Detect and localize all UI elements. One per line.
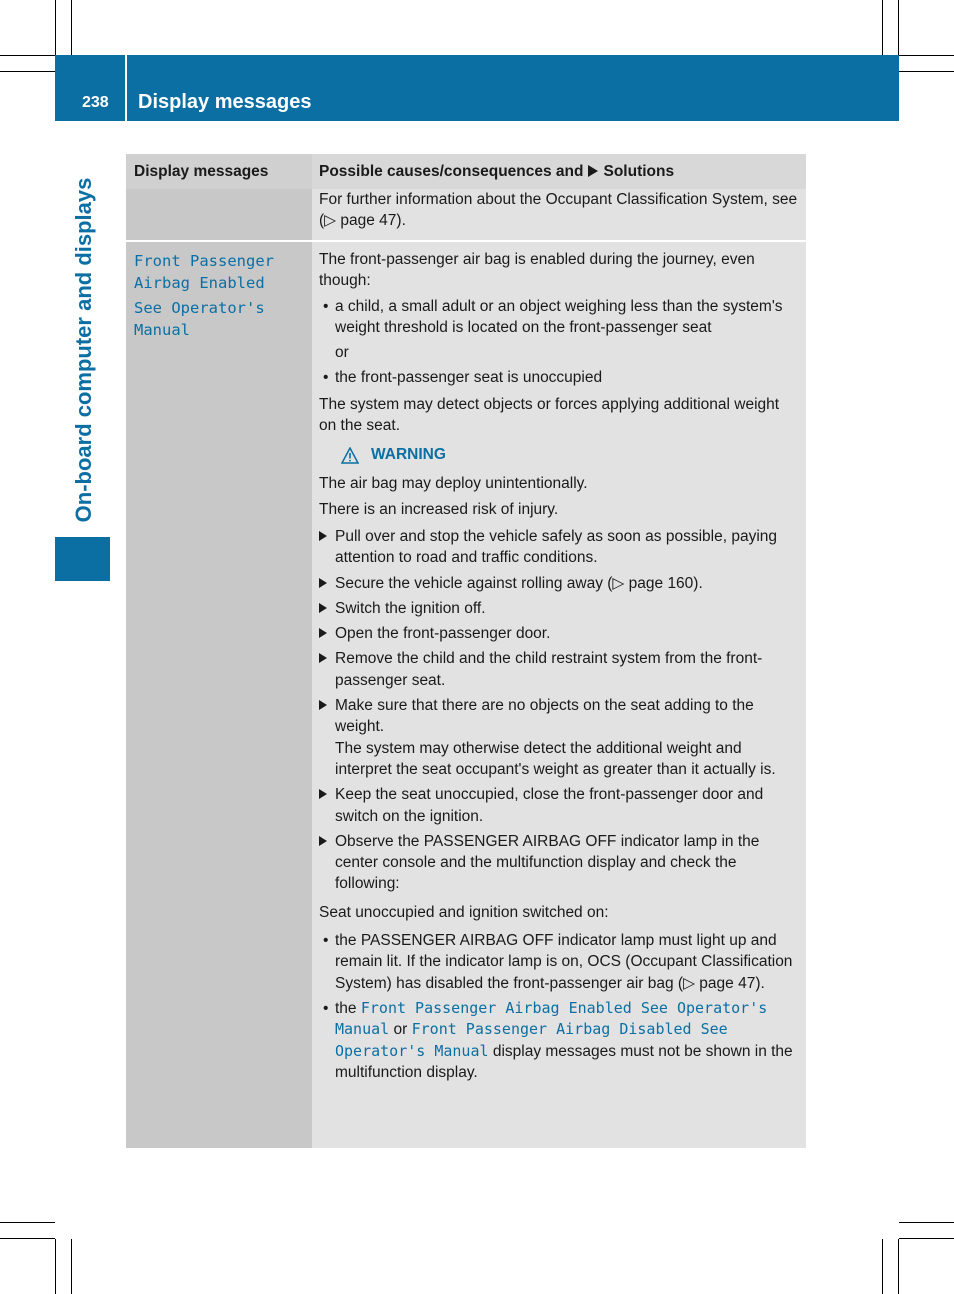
warning-heading bbox=[341, 446, 799, 464]
crop-mark bbox=[899, 71, 954, 72]
crop-mark bbox=[882, 1239, 883, 1294]
crop-mark bbox=[899, 55, 954, 56]
ocs-reference-text: For further information about the Occupant Classification System, see (▷ page 47). bbox=[319, 191, 798, 230]
crop-mark bbox=[898, 1239, 899, 1294]
display-message-line: Manual bbox=[134, 321, 190, 339]
table-row bbox=[126, 242, 806, 1148]
step-note: The system may otherwise detect the additional weight and interpret the seat occupant's weight as greater than it actually is. bbox=[335, 739, 776, 778]
display-message-line: Airbag Enabled bbox=[134, 274, 265, 292]
warning-triangle-icon bbox=[341, 447, 359, 464]
step-text: Remove the child and the child restraint system from the front-passenger seat. bbox=[335, 650, 763, 689]
step-text: Make sure that there are no objects on the seat adding to the weight. bbox=[335, 697, 754, 736]
display-messages-table bbox=[126, 154, 806, 1148]
list-item-text: or bbox=[393, 1021, 408, 1039]
column-header-solutions: Solutions bbox=[603, 163, 675, 180]
step-arrow-icon bbox=[319, 578, 327, 588]
table-cell-description bbox=[312, 189, 806, 240]
list-item: • a child, a small adult or an object weighing less than the system's weight threshold is located on the front-passenger seat bbox=[323, 297, 783, 336]
step-item bbox=[319, 526, 799, 569]
step-arrow-icon bbox=[319, 603, 327, 613]
warning-text: The air bag may deploy unintentionally. bbox=[319, 475, 588, 493]
table-cell-message bbox=[126, 189, 312, 240]
list-item: • the PASSENGER AIRBAG OFF indicator lamp must light up and remain lit. If the indicator lamp is on, OCS (Occupant Classification System) has disabled the front-passenger air bag (▷ page 47). bbox=[323, 932, 793, 992]
warning-text: There is an increased risk of injury. bbox=[319, 500, 559, 518]
list-item-text: the PASSENGER AIRBAG OFF indicator lamp must light up and remain lit. If the indicator lamp is on, OCS (Occupant Classification System) has disabled the front-passenger air bag (▷ page 47). bbox=[335, 932, 793, 992]
step-text: Observe the PASSENGER AIRBAG OFF indicator lamp in the center console and the multifunction display and check the following: bbox=[335, 832, 760, 893]
crop-mark bbox=[71, 0, 72, 55]
step-arrow-icon bbox=[319, 653, 327, 663]
chapter-tab-label: On-board computer and displays bbox=[71, 177, 96, 523]
crop-mark bbox=[898, 0, 899, 55]
or-text: or bbox=[335, 344, 349, 362]
crop-mark bbox=[0, 1222, 55, 1223]
step-text: Pull over and stop the vehicle safely as soon as possible, paying attention to road and traffic conditions. bbox=[335, 527, 778, 567]
solutions-arrow-icon bbox=[588, 165, 598, 177]
display-message-inline: Front Passenger Airbag Disabled See Operator's Manual bbox=[335, 1020, 728, 1060]
crop-mark bbox=[0, 55, 55, 56]
table-cell-message bbox=[126, 242, 312, 1148]
crop-mark bbox=[55, 1239, 56, 1294]
table-row bbox=[126, 189, 806, 240]
section-title: Display messages bbox=[138, 91, 312, 113]
crop-mark bbox=[899, 1222, 954, 1223]
step-text: Open the front-passenger door. bbox=[335, 625, 551, 643]
step-item bbox=[319, 573, 799, 594]
intro-text: The front-passenger air bag is enabled during the journey, even though: bbox=[319, 251, 755, 290]
display-message-line: Front Passenger bbox=[134, 252, 274, 270]
crop-mark bbox=[0, 71, 55, 72]
list-item-text: display messages must not be shown in the multifunction display. bbox=[335, 1042, 793, 1081]
step-text: Switch the ignition off. bbox=[335, 599, 486, 617]
step-text: Keep the seat unoccupied, close the front-passenger door and switch on the ignition. bbox=[335, 786, 764, 825]
header-divider bbox=[125, 55, 127, 121]
step-arrow-icon bbox=[319, 789, 327, 799]
crop-mark bbox=[882, 0, 883, 55]
table-cell-description bbox=[312, 242, 806, 1148]
table-header-row bbox=[126, 154, 806, 189]
side-tab-marker bbox=[55, 537, 110, 581]
step-arrow-icon bbox=[319, 628, 327, 638]
list-item: • the front-passenger seat is unoccupied bbox=[323, 369, 603, 387]
step-item bbox=[319, 598, 799, 619]
crop-mark bbox=[0, 1238, 55, 1239]
column-header-messages: Display messages bbox=[126, 154, 312, 189]
step-item bbox=[319, 623, 799, 644]
detect-text: The system may detect objects or forces applying additional weight on the seat. bbox=[319, 395, 780, 435]
step-item bbox=[319, 648, 799, 691]
step-item bbox=[319, 831, 799, 895]
crop-mark bbox=[899, 1238, 954, 1239]
list-item-text: the bbox=[335, 999, 357, 1017]
list-item-text: a child, a small adult or an object weighing less than the system's weight threshold is located on the front-passenger seat bbox=[335, 297, 783, 336]
step-text: Secure the vehicle against rolling away (▷ page 160). bbox=[335, 574, 703, 592]
crop-mark bbox=[71, 1239, 72, 1294]
list-item-text: the front-passenger seat is unoccupied bbox=[335, 369, 603, 387]
display-message-line: See Operator's bbox=[134, 299, 265, 317]
warning-label: WARNING bbox=[371, 446, 446, 464]
step-item bbox=[319, 784, 799, 827]
crop-mark bbox=[55, 0, 56, 55]
column-header-causes-text: Possible causes/consequences and bbox=[319, 163, 584, 180]
step-arrow-icon bbox=[319, 836, 327, 846]
display-message-inline: Front Passenger Airbag Enabled See Operator's Manual bbox=[335, 998, 768, 1039]
step-arrow-icon bbox=[319, 531, 327, 541]
step-item bbox=[319, 695, 799, 780]
list-item: • the Front Passenger Airbag Enabled See Operator's Manual or Front Passenger Airbag Disabled See Operator's Manual display messages must not be shown in the multifunction display. bbox=[323, 998, 793, 1081]
step-arrow-icon bbox=[319, 700, 327, 710]
page-number: 238 bbox=[82, 94, 109, 111]
column-header-causes bbox=[312, 154, 806, 189]
seat-unoccupied-text: Seat unoccupied and ignition switched on: bbox=[319, 903, 609, 921]
